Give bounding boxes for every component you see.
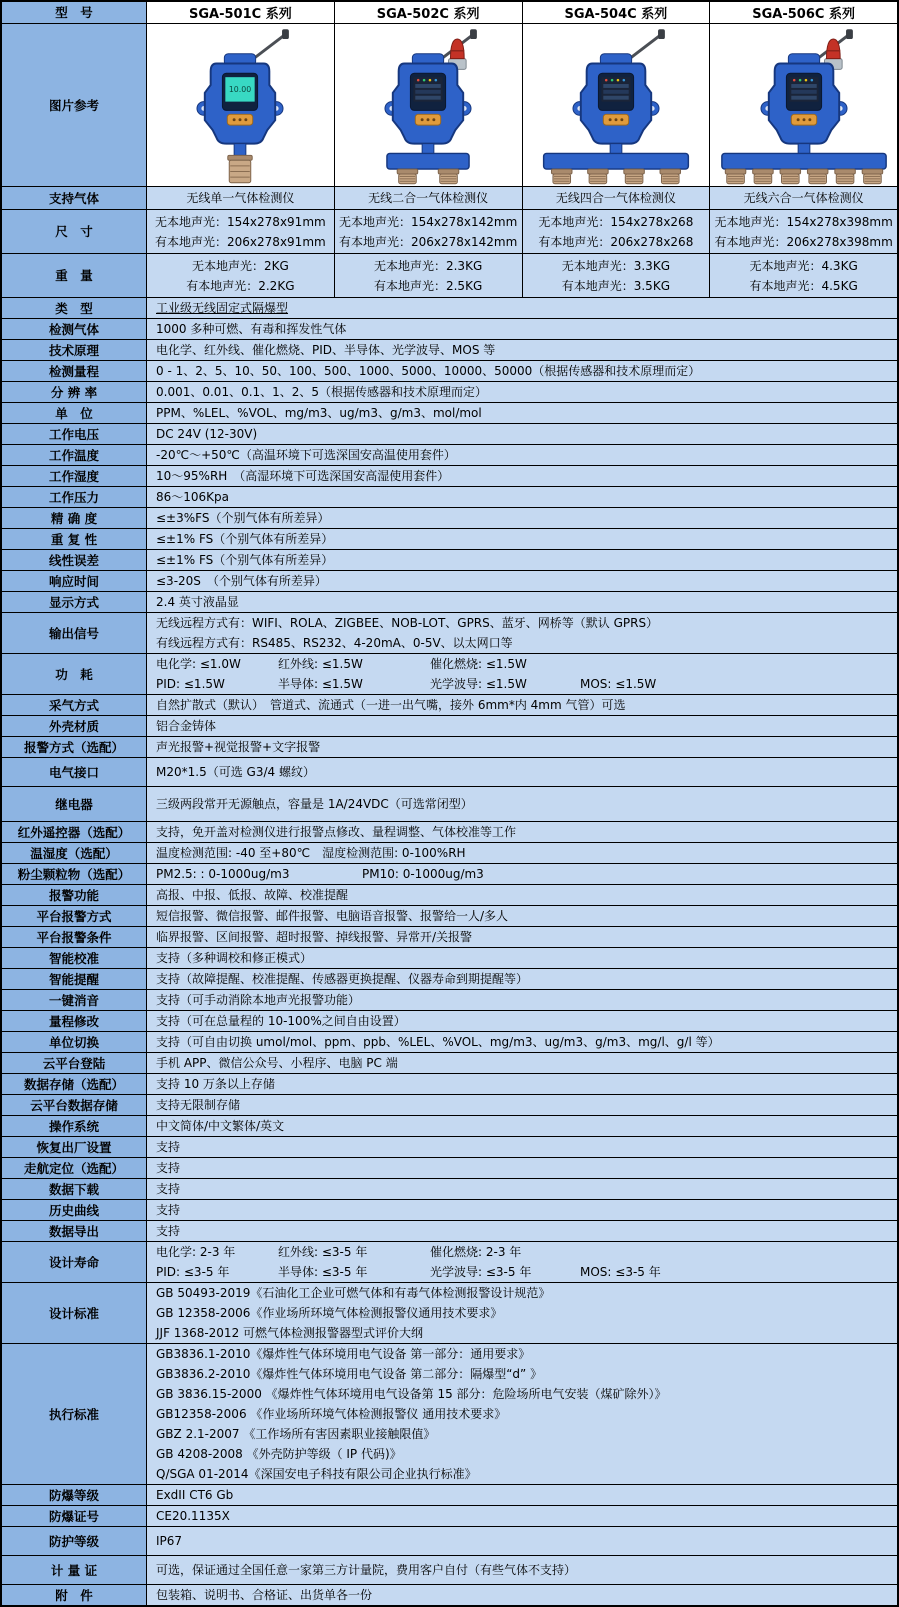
row-label: 精 确 度: [2, 508, 147, 528]
value-segment: 红外线: ≤1.5W: [278, 657, 363, 671]
value-line: GB 12358-2006《作业场所环境气体检测报警仪通用技术要求》: [156, 1306, 503, 1320]
row-value: [147, 403, 897, 423]
table-row: [2, 1095, 897, 1116]
table-row: [2, 445, 897, 466]
product-image-sga-502c: [335, 24, 523, 186]
model-header-sga-504c: SGA-504C 系列: [523, 2, 711, 23]
value-line: 无本地声光：154x278x268: [538, 214, 694, 229]
value-line: 无线单一气体检测仪: [186, 191, 295, 205]
row-value: [147, 1485, 897, 1505]
value-line: GB3836.1-2010《爆炸性气体环境用电气设备 第一部分：通用要求》: [156, 1347, 531, 1361]
value-line: 无本地声光：154x278x142mm: [338, 214, 518, 229]
table-row: [2, 1242, 897, 1283]
value-line: 无线六合一气体检测仪: [743, 191, 864, 205]
value-cell: [523, 210, 711, 253]
row-label: 重 量: [2, 254, 147, 297]
value-segment: 半导体: ≤1.5W: [278, 677, 363, 691]
row-label: 输出信号: [2, 613, 147, 653]
value-line: GB3836.2-2010《爆炸性气体环境用电气设备 第二部分：隔爆型“d” 》: [156, 1367, 543, 1381]
value-cell: [335, 254, 523, 297]
row-label: 附 件: [2, 1585, 147, 1605]
value-line: [147, 1242, 897, 1262]
table-row: [2, 864, 897, 885]
row-label: 防护等级: [2, 1527, 147, 1555]
model-header-sga-502c: SGA-502C 系列: [335, 2, 523, 23]
row-label: 数据下载: [2, 1179, 147, 1199]
value-text: 自然扩散式（默认） 管道式、流通式（一进一出气嘴，接外 6mm*内 4mm 气管）可选: [156, 698, 626, 712]
row-label: 云平台数据存储: [2, 1095, 147, 1115]
table-row: [2, 758, 897, 787]
row-label-model: 型 号: [2, 2, 147, 23]
row-label: 工作电压: [2, 424, 147, 444]
row-label: 响应时间: [2, 571, 147, 591]
row-label: 平台报警条件: [2, 927, 147, 947]
row-value: [147, 571, 897, 591]
row-value: [147, 1179, 897, 1199]
value-text: 中文简体/中文繁体/英文: [156, 1119, 285, 1133]
table-row: [2, 254, 897, 298]
value-text: 三级两段常开无源触点，容量是 1A/24VDC（可选常闭型）: [156, 797, 473, 811]
row-label: 数据导出: [2, 1221, 147, 1241]
row-value: [147, 927, 897, 947]
row-value: [147, 1506, 897, 1526]
row-value: [147, 210, 897, 253]
value-segment: 半导体: ≤3-5 年: [278, 1265, 368, 1279]
row-label: 继电器: [2, 787, 147, 821]
row-label: 分 辨 率: [2, 382, 147, 402]
row-value: [147, 319, 897, 339]
value-text: 支持: [156, 1182, 181, 1196]
row-value: [147, 382, 897, 402]
table-row: [2, 885, 897, 906]
value-segment: PM2.5: : 0-1000ug/m3: [156, 867, 290, 881]
value-line: [147, 654, 897, 674]
value-text: -20℃～+50℃（高温环境下可选深国安高温使用套件）: [156, 448, 456, 462]
value-text: M20*1.5（可选 G3/4 螺纹）: [156, 765, 315, 779]
value-segment: 电化学: 2-3 年: [156, 1245, 236, 1259]
row-value: [147, 1556, 897, 1584]
row-value: [147, 1344, 897, 1484]
row-value: [147, 1200, 897, 1220]
value-line: 有本地声光：4.5KG: [749, 278, 858, 293]
value-segment: 光学波导: ≤1.5W: [430, 677, 527, 691]
row-label: 粉尘颗粒物（选配）: [2, 864, 147, 884]
row-label: 数据存储（选配）: [2, 1074, 147, 1094]
value-text: 高报、中报、低报、故障、校准提醒: [156, 888, 349, 902]
value-line: 有本地声光：206x278x142mm: [338, 234, 518, 249]
table-row: [2, 298, 897, 319]
row-value: [147, 187, 897, 209]
row-value: [147, 361, 897, 381]
row-label: 设计标准: [2, 1283, 147, 1343]
table-row: [2, 592, 897, 613]
value-cell: [147, 187, 335, 209]
row-value: [147, 340, 897, 360]
value-cell: [147, 210, 335, 253]
table-row: [2, 843, 897, 864]
table-row: [2, 1344, 897, 1485]
row-value: [147, 1053, 897, 1073]
table-row: [2, 990, 897, 1011]
row-label: 重 复 性: [2, 529, 147, 549]
row-value: [147, 254, 897, 297]
table-row: [2, 1556, 897, 1585]
row-label: 功 耗: [2, 654, 147, 694]
row-label: 检测量程: [2, 361, 147, 381]
value-cell: [710, 254, 897, 297]
row-value: [147, 1283, 897, 1343]
value-segment: PID: ≤1.5W: [156, 677, 225, 691]
value-text: 支持: [156, 1203, 181, 1217]
value-cell: [335, 210, 523, 253]
row-value: [147, 1074, 897, 1094]
model-header-sga-501c: SGA-501C 系列: [147, 2, 335, 23]
row-value: [147, 906, 897, 926]
table-row: [2, 1074, 897, 1095]
value-text: ≤±1% FS（个别气体有所差异）: [156, 532, 334, 546]
row-label: 单位切换: [2, 1032, 147, 1052]
model-header-sga-506c: SGA-506C 系列: [710, 2, 897, 23]
value-text: 支持: [156, 1224, 181, 1238]
product-image-cells: [147, 24, 897, 186]
table-row: [2, 424, 897, 445]
value-segment: PID: ≤3-5 年: [156, 1265, 230, 1279]
model-header-cells: [147, 2, 897, 23]
value-line: JJF 1368-2012 可燃气体检测报警器型式评价大纲: [156, 1326, 424, 1340]
table-row: [2, 466, 897, 487]
value-text: PPM、%LEL、%VOL、mg/m3、ug/m3、g/m3、mol/mol: [156, 406, 482, 420]
value-text: 支持: [156, 1140, 181, 1154]
value-text: 电化学、红外线、催化燃烧、PID、半导体、光学波导、MOS 等: [156, 343, 496, 357]
row-label: 智能提醒: [2, 969, 147, 989]
table-row: [2, 1221, 897, 1242]
table-row: [2, 1283, 897, 1344]
row-value: [147, 758, 897, 786]
row-label: 外壳材质: [2, 716, 147, 736]
value-line: 无线远程方式有：WIFI、ROLA、ZIGBEE、NOB-LOT、GPRS、蓝牙、网桥等（默认 GPRS）: [156, 616, 659, 630]
value-text: 可选，保证通过全国任意一家第三方计量院，费用客户自付（有些气体不支持）: [156, 1563, 577, 1577]
value-segment: 催化燃烧: ≤1.5W: [430, 657, 527, 671]
row-label: 计 量 证: [2, 1556, 147, 1584]
row-value: [147, 1032, 897, 1052]
table-row: [2, 969, 897, 990]
row-label: 技术原理: [2, 340, 147, 360]
row-value: [147, 787, 897, 821]
value-line: 无本地声光：4.3KG: [749, 258, 858, 273]
row-value: [147, 1242, 897, 1282]
row-label: 工作压力: [2, 487, 147, 507]
row-label: 电气接口: [2, 758, 147, 786]
row-label: 防爆等级: [2, 1485, 147, 1505]
row-value: [147, 1137, 897, 1157]
row-value: [147, 1116, 897, 1136]
value-line: [147, 1262, 897, 1282]
value-line: GB 50493-2019《石油化工企业可燃气体和有毒气体检测报警设计规范》: [156, 1286, 551, 1300]
row-value: [147, 1011, 897, 1031]
row-label: 尺 寸: [2, 210, 147, 253]
row-value: [147, 1221, 897, 1241]
value-columns: [147, 254, 897, 297]
value-line: GBZ 2.1-2007 《工作场所有害因素职业接触限值》: [156, 1427, 436, 1441]
value-text: 短信报警、微信报警、邮件报警、电脑语音报警、报警给一人/多人: [156, 909, 509, 923]
table-row: [2, 1527, 897, 1556]
value-columns: [147, 187, 897, 209]
value-text: 临界报警、区间报警、超时报警、掉线报警、异常开/关报警: [156, 930, 473, 944]
table-row: [2, 948, 897, 969]
value-text: 0.001、0.01、0.1、1、2、5（根据传感器和技术原理而定）: [156, 385, 488, 399]
row-value: [147, 487, 897, 507]
table-row: [2, 340, 897, 361]
value-text: 1000 多种可燃、有毒和挥发性气体: [156, 322, 347, 336]
row-label: 智能校准: [2, 948, 147, 968]
value-line: GB12358-2006 《作业场所环境气体检测报警仪 通用技术要求》: [156, 1407, 507, 1421]
row-value: [147, 990, 897, 1010]
row-value: [147, 864, 897, 884]
value-line: 无本地声光：3.3KG: [561, 258, 670, 273]
table-row: [2, 1585, 897, 1605]
value-segment: MOS: ≤3-5 年: [580, 1265, 661, 1279]
value-text: 温度检测范围: -40 至+80℃ 湿度检测范围: 0-100%RH: [156, 846, 466, 860]
value-cell: [523, 187, 711, 209]
value-line: 有本地声光：2.2KG: [186, 278, 295, 293]
row-label: 检测气体: [2, 319, 147, 339]
row-label: 历史曲线: [2, 1200, 147, 1220]
value-text: 工业级无线固定式隔爆型: [156, 301, 289, 315]
row-value: [147, 592, 897, 612]
value-text: ExdII CT6 Gb: [156, 1488, 234, 1502]
row-value: [147, 298, 897, 318]
row-label: 显示方式: [2, 592, 147, 612]
value-line: 无本地声光：2KG: [191, 258, 289, 273]
table-row: [2, 695, 897, 716]
value-line: 有本地声光：206x278x268: [538, 234, 694, 249]
row-label: 工作温度: [2, 445, 147, 465]
value-text: DC 24V (12-30V): [156, 427, 258, 441]
row-label: 温湿度（选配）: [2, 843, 147, 863]
row-label: 线性误差: [2, 550, 147, 570]
row-value: [147, 1585, 897, 1605]
table-row: [2, 550, 897, 571]
row-label: 防爆证号: [2, 1506, 147, 1526]
value-line: 无线四合一气体检测仪: [555, 191, 676, 205]
product-image-sga-506c: [710, 24, 897, 186]
value-text: 86～106Kpa: [156, 490, 230, 504]
row-value: [147, 885, 897, 905]
value-text: IP67: [156, 1534, 183, 1548]
row-label: 采气方式: [2, 695, 147, 715]
value-line: 有本地声光：3.5KG: [561, 278, 670, 293]
value-line: 有线远程方式有：RS485、RS232、4-20mA、0-5V、以太网口等: [156, 636, 513, 650]
table-row: [2, 654, 897, 695]
value-text: 支持 10 万条以上存储: [156, 1077, 275, 1091]
row-value: [147, 948, 897, 968]
table-row: [2, 382, 897, 403]
row-label: 一键消音: [2, 990, 147, 1010]
value-cell: [710, 210, 897, 253]
table-row: [2, 1200, 897, 1221]
product-image-sga-501c: [147, 24, 335, 186]
row-label: 工作湿度: [2, 466, 147, 486]
value-line: 有本地声光：2.5KG: [373, 278, 483, 293]
table-row: [2, 529, 897, 550]
row-value: [147, 737, 897, 757]
table-row: [2, 906, 897, 927]
row-label: 支持气体: [2, 187, 147, 209]
row-value: [147, 550, 897, 570]
row-value: [147, 529, 897, 549]
value-text: 铝合金铸体: [156, 719, 217, 733]
value-line: GB 4208-2008 《外壳防护等级（ IP 代码)》: [156, 1447, 402, 1461]
value-segment: PM10: 0-1000ug/m3: [362, 867, 484, 881]
row-label: 类 型: [2, 298, 147, 318]
svg-text:10.00: 10.00: [229, 84, 252, 94]
row-value: [147, 424, 897, 444]
table-row: [2, 1032, 897, 1053]
value-text: ≤3-20S （个别气体有所差异）: [156, 574, 327, 588]
value-text: 支持（可手动消除本地声光报警功能）: [156, 993, 361, 1007]
row-value: [147, 1158, 897, 1178]
row-label: 红外遥控器（选配）: [2, 822, 147, 842]
value-segment: 电化学: ≤1.0W: [156, 657, 241, 671]
value-line: 有本地声光：206x278x91mm: [155, 234, 326, 249]
value-line: [147, 674, 897, 694]
row-label: 量程修改: [2, 1011, 147, 1031]
table-row: [2, 187, 897, 210]
row-label-images: 图片参考: [2, 24, 147, 186]
table-row: [2, 1506, 897, 1527]
row-label: 设计寿命: [2, 1242, 147, 1282]
value-text: 支持无限制存储: [156, 1098, 241, 1112]
row-label: 走航定位（选配）: [2, 1158, 147, 1178]
value-text: 支持（多种调校和修正模式）: [156, 951, 313, 965]
value-text: ≤±3%FS（个别气体有所差异）: [156, 511, 330, 525]
table-row: [2, 571, 897, 592]
value-line: 无本地声光：2.3KG: [373, 258, 483, 273]
row-value: [147, 843, 897, 863]
row-value: [147, 613, 897, 653]
row-value: [147, 1095, 897, 1115]
row-value: [147, 654, 897, 694]
table-row: [2, 487, 897, 508]
row-value: [147, 445, 897, 465]
table-row: [2, 508, 897, 529]
value-text: 2.4 英寸液晶显: [156, 595, 239, 609]
table-row: [2, 716, 897, 737]
value-text: 手机 APP、微信公众号、小程序、电脑 PC 端: [156, 1056, 398, 1070]
value-text: 支持，免开盖对检测仪进行报警点修改、量程调整、气体校准等工作: [156, 825, 517, 839]
table-row: [2, 927, 897, 948]
value-text: 支持（可自由切换 umol/mol、ppm、ppb、%LEL、%VOL、mg/m3、ug/m3、g/m3、mg/l、g/l 等）: [156, 1035, 720, 1049]
row-value: [147, 822, 897, 842]
table-row: [2, 822, 897, 843]
value-cell: [335, 187, 523, 209]
value-segment: 光学波导: ≤3-5 年: [430, 1265, 532, 1279]
row-label: 云平台登陆: [2, 1053, 147, 1073]
value-line: 有本地声光：206x278x398mm: [714, 234, 893, 249]
row-value: [147, 508, 897, 528]
row-value: [147, 1527, 897, 1555]
table-row: [2, 1179, 897, 1200]
table-row: [2, 787, 897, 822]
table-row: [2, 1011, 897, 1032]
row-label: 恢复出厂设置: [2, 1137, 147, 1157]
value-segment: MOS: ≤1.5W: [580, 677, 657, 691]
table-row: [2, 1158, 897, 1179]
value-text: 0 - 1、2、5、10、50、100、500、1000、5000、10000、50000（根据传感器和技术原理而定）: [156, 364, 701, 378]
row-label: 单 位: [2, 403, 147, 423]
value-cell: [523, 254, 711, 297]
table-row: [2, 1485, 897, 1506]
value-cell: [710, 187, 897, 209]
row-value: [147, 695, 897, 715]
table-row: [2, 210, 897, 254]
value-text: ≤±1% FS（个别气体有所差异）: [156, 553, 334, 567]
row-value: [147, 466, 897, 486]
product-image-row: [2, 24, 897, 187]
row-label: 报警功能: [2, 885, 147, 905]
value-columns: [147, 210, 897, 253]
value-text: CE20.1135X: [156, 1509, 230, 1523]
model-header-row: [2, 2, 897, 24]
value-segment: 红外线: ≤3-5 年: [278, 1245, 368, 1259]
row-label: 报警方式（选配）: [2, 737, 147, 757]
table-row: [2, 1116, 897, 1137]
table-row: [2, 1053, 897, 1074]
value-line: 无线二合一气体检测仪: [368, 191, 489, 205]
value-cell: [147, 254, 335, 297]
row-label: 执行标准: [2, 1344, 147, 1484]
row-label: 操作系统: [2, 1116, 147, 1136]
row-label: 平台报警方式: [2, 906, 147, 926]
value-text: 10～95%RH （高湿环境下可选深国安高湿使用套件）: [156, 469, 450, 483]
value-line: GB 3836.15-2000 《爆炸性气体环境用电气设备第 15 部分：危险场所电气安装（煤矿除外）》: [156, 1387, 667, 1401]
value-line: [147, 864, 897, 884]
table-row: [2, 403, 897, 424]
value-line: 无本地声光：154x278x398mm: [714, 214, 893, 229]
value-line: Q/SGA 01-2014《深国安电子科技有限公司企业执行标准》: [156, 1467, 477, 1481]
table-row: [2, 319, 897, 340]
value-segment: 催化燃烧: 2-3 年: [430, 1245, 522, 1259]
value-text: 包装箱、说明书、合格证、出货单各一份: [156, 1588, 373, 1602]
value-line: 无本地声光：154x278x91mm: [155, 214, 326, 229]
table-row: [2, 737, 897, 758]
value-text: 支持: [156, 1161, 181, 1175]
table-row: [2, 613, 897, 654]
value-text: 支持（故障提醒、校准提醒、传感器更换提醒、仪器寿命到期提醒等）: [156, 972, 529, 986]
value-text: 支持（可在总量程的 10-100%之间自由设置）: [156, 1014, 406, 1028]
row-value: [147, 969, 897, 989]
table-row: [2, 361, 897, 382]
value-text: 声光报警+视觉报警+文字报警: [156, 740, 321, 754]
row-value: [147, 716, 897, 736]
table-row: [2, 1137, 897, 1158]
product-image-sga-504c: [523, 24, 711, 186]
